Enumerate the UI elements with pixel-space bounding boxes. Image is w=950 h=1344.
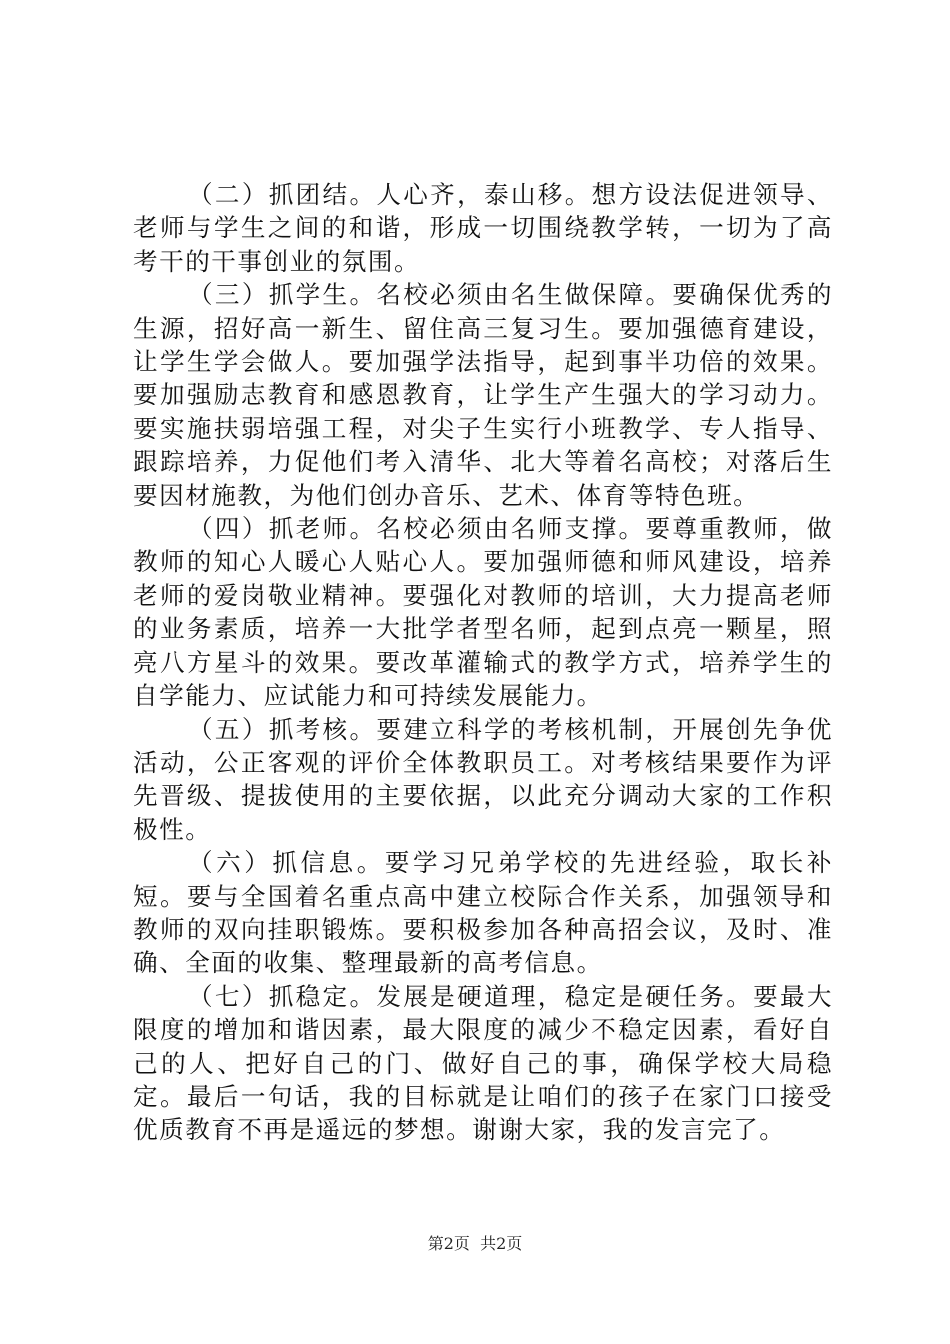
- page-footer: [0, 1234, 950, 1254]
- paragraph-teachers: （四）抓老师。名校必须由名师支撑。要尊重教师，做教师的知心人暖心人贴心人。要加强师德和师风建设，培养老师的爱岗敬业精神。要强化对教师的培训，大力提高老师的业务素质，培养一大批学者型名师，起到点亮一颗星，照亮八方星斗的效果。要改革灌输式的教学方式，培养学生的自学能力、应试能力和可持续发展能力。: [133, 514, 833, 711]
- paragraph-assessment: （五）抓考核。要建立科学的考核机制，开展创先争优活动，公正客观的评价全体教职员工。对考核结果要作为评先晋级、提拔使用的主要依据，以此充分调动大家的工作积极性。: [133, 714, 833, 844]
- page-number: 第2页 共2页: [427, 1234, 523, 1253]
- document-body: [133, 178, 833, 1147]
- paragraph-information: （六）抓信息。要学习兄弟学校的先进经验，取长补短。要与全国着名重点高中建立校际合作关系，加强领导和教师的双向挂职锻炼。要积极参加各种高招会议，及时、准确、全面的收集、整理最新的高考信息。: [133, 848, 833, 978]
- paragraph-stability: （七）抓稳定。发展是硬道理，稳定是硬任务。要最大限度的增加和谐因素，最大限度的减少不稳定因素，看好自己的人、把好自己的门、做好自己的事，确保学校大局稳定。最后一句话，我的目标就是让咱们的孩子在家门口接受优质教育不再是遥远的梦想。谢谢大家，我的发言完了。: [133, 981, 833, 1145]
- paragraph-students: （三）抓学生。名校必须由名生做保障。要确保优秀的生源，招好高一新生、留住高三复习生。要加强德育建设，让学生学会做人。要加强学法指导，起到事半功倍的效果。要加强励志教育和感恩教育，让学生产生强大的学习动力。要实施扶弱培强工程，对尖子生实行小班教学、专人指导、跟踪培养，力促他们考入清华、北大等着名高校；对落后生要因材施教，为他们创办音乐、艺术、体育等特色班。: [133, 280, 833, 510]
- paragraph-unity: （二）抓团结。人心齐，泰山移。想方设法促进领导、老师与学生之间的和谐，形成一切围绕教学转，一切为了高考干的干事创业的氛围。: [133, 180, 833, 276]
